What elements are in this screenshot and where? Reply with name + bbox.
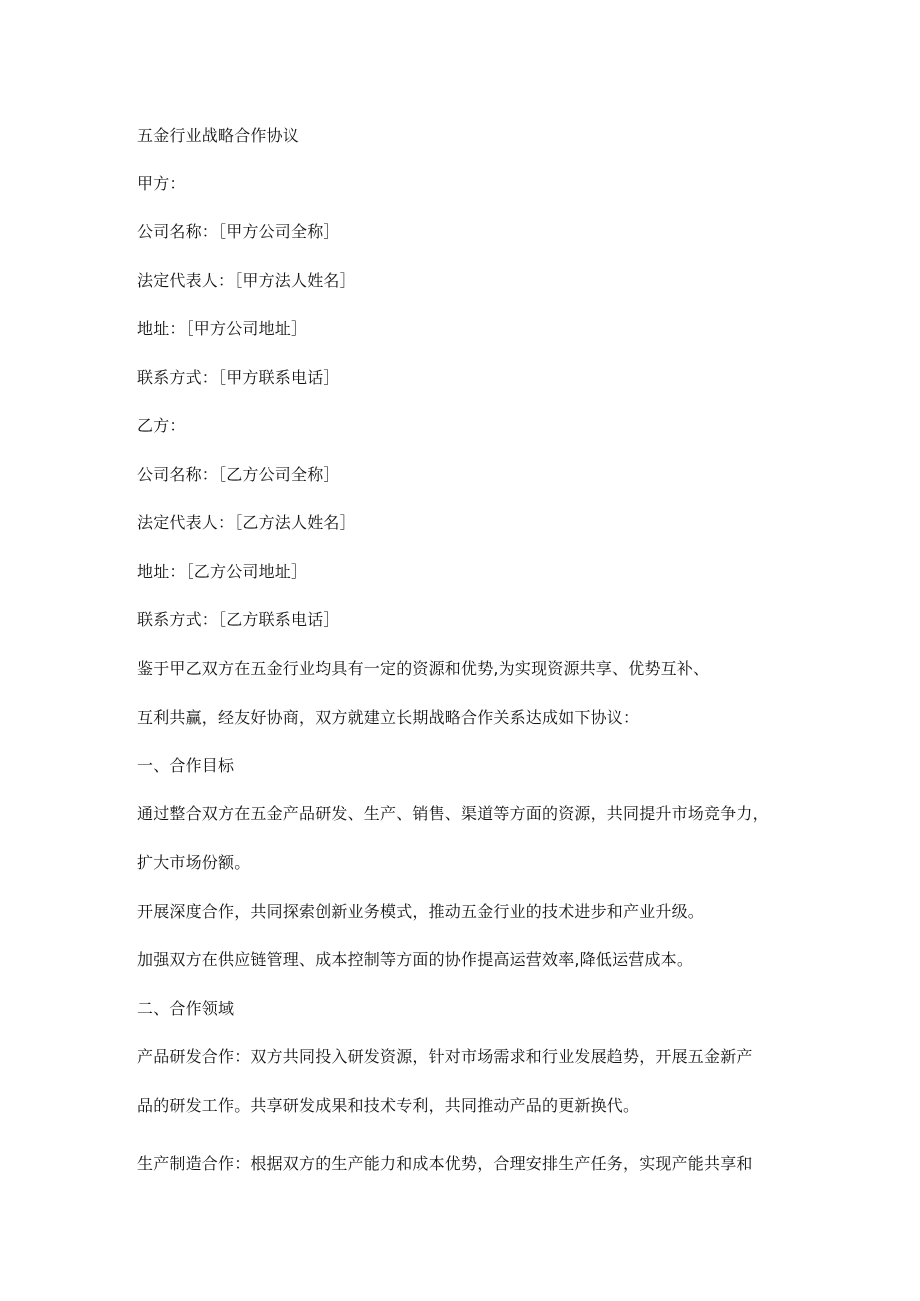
party-a-heading: 甲方：	[137, 174, 186, 193]
party-b-company: 公司名称：［乙方公司全称］	[137, 465, 340, 484]
section-1-line: 开展深度合作，共同探索创新业务模式，推动五金行业的技术进步和产业升级。	[137, 902, 705, 921]
section-1-line: 加强双方在供应链管理、成本控制等方面的协作提高运营效率,降低运营成本。	[137, 950, 694, 969]
preamble-line: 互利共赢，经友好协商，双方就建立长期战略合作关系达成如下协议：	[137, 708, 640, 727]
preamble-line: 鉴于甲乙双方在五金行业均具有一定的资源和优势,为实现资源共享、优势互补、	[137, 659, 710, 678]
section-1-line: 扩大市场份额。	[137, 853, 251, 872]
section-2-heading: 二、合作领域	[137, 999, 235, 1018]
party-b-contact: 联系方式：［乙方联系电话］	[137, 610, 340, 629]
section-2-line: 产品研发合作：双方共同投入研发资源，针对市场需求和行业发展趋势，开展五金新产	[137, 1047, 753, 1066]
section-1-line: 通过整合双方在五金产品研发、生产、销售、渠道等方面的资源，共同提升市场竞争力，	[137, 804, 769, 823]
party-b-legal-rep: 法定代表人：［乙方法人姓名］	[137, 513, 356, 532]
party-a-company: 公司名称：［甲方公司全称］	[137, 222, 340, 241]
party-a-contact: 联系方式：［甲方联系电话］	[137, 368, 340, 387]
section-1-heading: 一、合作目标	[137, 756, 235, 775]
section-2-line: 生产制造合作：根据双方的生产能力和成本优势，合理安排生产任务，实现产能共享和	[137, 1154, 753, 1173]
party-b-heading: 乙方：	[137, 416, 186, 435]
party-a-address: 地址：［甲方公司地址］	[137, 319, 308, 338]
section-2-line: 品的研发工作。共享研发成果和技术专利，共同推动产品的更新换代。	[137, 1096, 640, 1115]
party-a-legal-rep: 法定代表人：［甲方法人姓名］	[137, 271, 356, 290]
document-title: 五金行业战略合作协议	[137, 126, 300, 145]
party-b-address: 地址：［乙方公司地址］	[137, 562, 308, 581]
